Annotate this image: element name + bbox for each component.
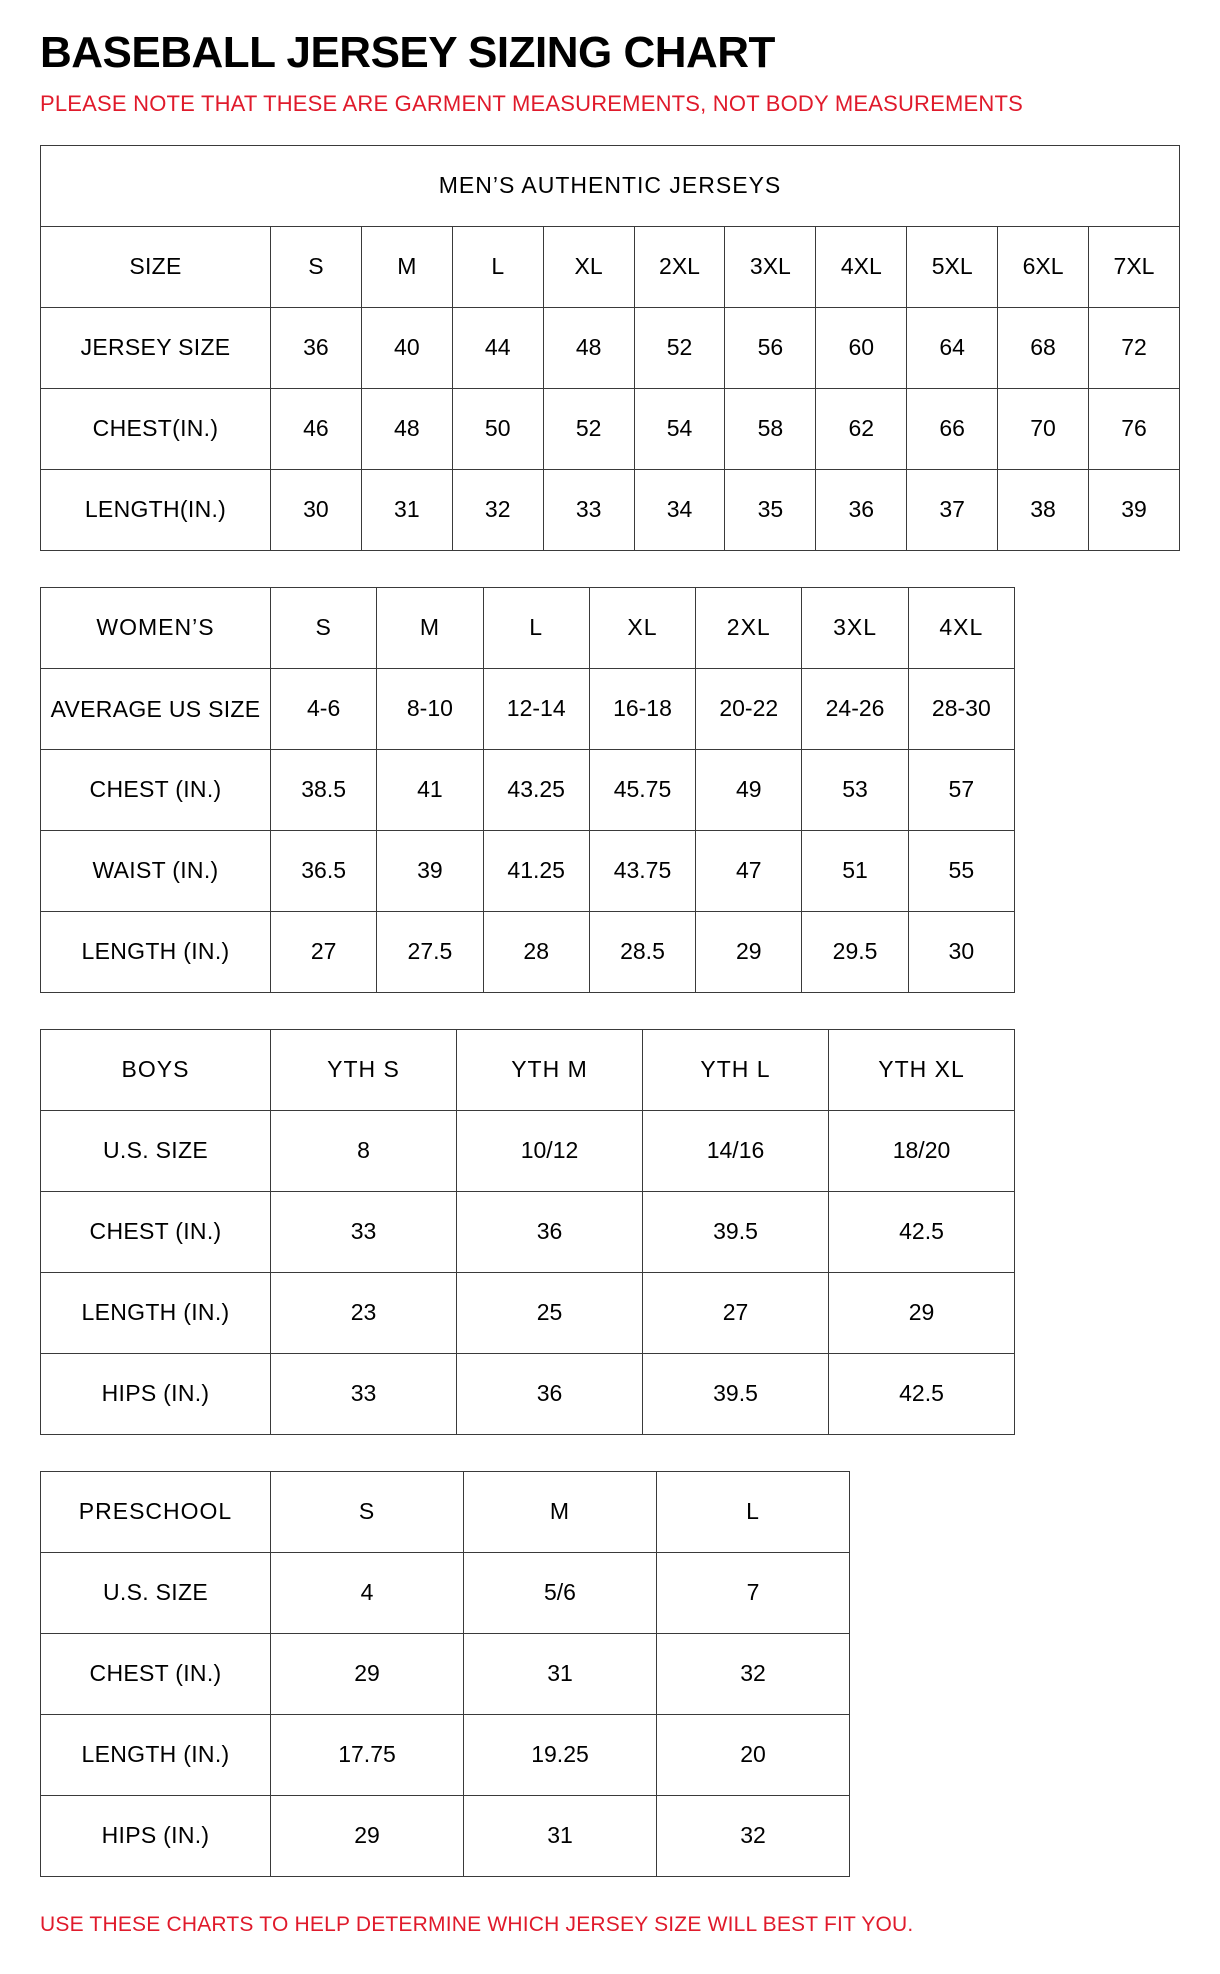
cell: 30 [271,469,362,550]
cell: 45.75 [589,749,695,830]
cell: 32 [452,469,543,550]
cell: 36 [271,307,362,388]
cell: 58 [725,388,816,469]
womens-size-table [40,587,1015,993]
cell: 20 [657,1714,850,1795]
cell: 32 [657,1795,850,1876]
table-row [41,1029,1015,1110]
cell: 62 [816,388,907,469]
cell: 4 [271,1552,464,1633]
cell: 43.25 [483,749,589,830]
cell: 36 [457,1191,643,1272]
table-row [41,1633,850,1714]
cell: 41.25 [483,830,589,911]
table-row [41,226,1180,307]
cell: 8-10 [377,668,483,749]
cell: 29 [829,1272,1015,1353]
cell: 7 [657,1552,850,1633]
table-row [41,587,1015,668]
cell: 55 [908,830,1014,911]
cell: 27 [643,1272,829,1353]
table-row [41,469,1180,550]
cell: 52 [543,388,634,469]
cell: 19.25 [464,1714,657,1795]
row-label: CHEST(IN.) [41,388,271,469]
table-row [41,388,1180,469]
cell: 47 [696,830,802,911]
row-label: LENGTH (IN.) [41,1714,271,1795]
row-label: LENGTH (IN.) [41,911,271,992]
mens-banner: MEN’S AUTHENTIC JERSEYS [41,145,1180,226]
cell: 34 [634,469,725,550]
cell: 37 [907,469,998,550]
cell: 25 [457,1272,643,1353]
size-header: 7XL [1089,226,1180,307]
cell: 33 [271,1191,457,1272]
size-header: 4XL [816,226,907,307]
cell: 29 [271,1795,464,1876]
cell: 27.5 [377,911,483,992]
table-row [41,1353,1015,1434]
size-header: 4XL [908,587,1014,668]
cell: 39.5 [643,1353,829,1434]
cell: 48 [543,307,634,388]
cell: 8 [271,1110,457,1191]
size-header: YTH S [271,1029,457,1110]
row-label: CHEST (IN.) [41,749,271,830]
cell: 48 [361,388,452,469]
size-header: XL [543,226,634,307]
table-row [41,911,1015,992]
cell: 23 [271,1272,457,1353]
cell: 51 [802,830,908,911]
cell: 36 [816,469,907,550]
mens-size-table [40,145,1180,551]
size-header: YTH L [643,1029,829,1110]
cell: 30 [908,911,1014,992]
footer-note: USE THESE CHARTS TO HELP DETERMINE WHICH JERSEY SIZE WILL BEST FIT YOU. [40,1912,914,1936]
cell: 43.75 [589,830,695,911]
row-label: CHEST (IN.) [41,1633,271,1714]
cell: 44 [452,307,543,388]
size-header: XL [589,587,695,668]
cell: 42.5 [829,1191,1015,1272]
preschool-header-label: PRESCHOOL [41,1471,271,1552]
size-header: L [452,226,543,307]
boys-header-label: BOYS [41,1029,271,1110]
page-title: BASEBALL JERSEY SIZING CHART [40,28,775,77]
size-header: 3XL [725,226,816,307]
cell: 27 [271,911,377,992]
cell: 31 [361,469,452,550]
cell: 28.5 [589,911,695,992]
table-row [41,749,1015,830]
cell: 16-18 [589,668,695,749]
cell: 12-14 [483,668,589,749]
cell: 39 [1089,469,1180,550]
size-header: S [271,587,377,668]
cell: 17.75 [271,1714,464,1795]
cell: 39 [377,830,483,911]
cell: 20-22 [696,668,802,749]
cell: 32 [657,1633,850,1714]
table-row [41,1795,850,1876]
cell: 36.5 [271,830,377,911]
row-label: HIPS (IN.) [41,1353,271,1434]
cell: 66 [907,388,998,469]
size-header: 3XL [802,587,908,668]
row-label: LENGTH (IN.) [41,1272,271,1353]
cell: 38.5 [271,749,377,830]
cell: 14/16 [643,1110,829,1191]
cell: 68 [998,307,1089,388]
size-header: S [271,226,362,307]
cell: 29.5 [802,911,908,992]
cell: 72 [1089,307,1180,388]
size-header: M [361,226,452,307]
row-label: U.S. SIZE [41,1552,271,1633]
measurement-note: PLEASE NOTE THAT THESE ARE GARMENT MEASUREMENTS, NOT BODY MEASUREMENTS [40,91,1024,117]
cell: 40 [361,307,452,388]
table-row [41,1191,1015,1272]
cell: 54 [634,388,725,469]
table-row [41,668,1015,749]
table-row [41,145,1180,226]
boys-size-table [40,1029,1015,1435]
cell: 42.5 [829,1353,1015,1434]
cell: 36 [457,1353,643,1434]
cell: 52 [634,307,725,388]
row-label: JERSEY SIZE [41,307,271,388]
table-row [41,1471,850,1552]
row-label: WAIST (IN.) [41,830,271,911]
cell: 18/20 [829,1110,1015,1191]
size-header: L [483,587,589,668]
cell: 38 [998,469,1089,550]
womens-header-label: WOMEN’S [41,587,271,668]
size-header: M [464,1471,657,1552]
cell: 57 [908,749,1014,830]
cell: 24-26 [802,668,908,749]
table-row [41,830,1015,911]
cell: 50 [452,388,543,469]
table-row [41,1110,1015,1191]
cell: 76 [1089,388,1180,469]
size-header: YTH XL [829,1029,1015,1110]
row-label: U.S. SIZE [41,1110,271,1191]
cell: 28-30 [908,668,1014,749]
table-row [41,307,1180,388]
cell: 31 [464,1633,657,1714]
cell: 70 [998,388,1089,469]
cell: 64 [907,307,998,388]
cell: 35 [725,469,816,550]
size-header: YTH M [457,1029,643,1110]
size-header: 2XL [634,226,725,307]
size-header: 2XL [696,587,802,668]
cell: 28 [483,911,589,992]
size-header: 6XL [998,226,1089,307]
cell: 60 [816,307,907,388]
table-row [41,1552,850,1633]
cell: 53 [802,749,908,830]
cell: 33 [543,469,634,550]
cell: 39.5 [643,1191,829,1272]
cell: 29 [271,1633,464,1714]
cell: 33 [271,1353,457,1434]
cell: 41 [377,749,483,830]
cell: 56 [725,307,816,388]
cell: 29 [696,911,802,992]
cell: 4-6 [271,668,377,749]
row-label: LENGTH(IN.) [41,469,271,550]
size-header: S [271,1471,464,1552]
cell: 49 [696,749,802,830]
size-header: 5XL [907,226,998,307]
size-header: L [657,1471,850,1552]
preschool-size-table [40,1471,850,1877]
cell: 31 [464,1795,657,1876]
row-label: SIZE [41,226,271,307]
cell: 10/12 [457,1110,643,1191]
row-label: AVERAGE US SIZE [41,668,271,749]
cell: 5/6 [464,1552,657,1633]
row-label: HIPS (IN.) [41,1795,271,1876]
table-row [41,1272,1015,1353]
row-label: CHEST (IN.) [41,1191,271,1272]
size-header: M [377,587,483,668]
cell: 46 [271,388,362,469]
table-row [41,1714,850,1795]
